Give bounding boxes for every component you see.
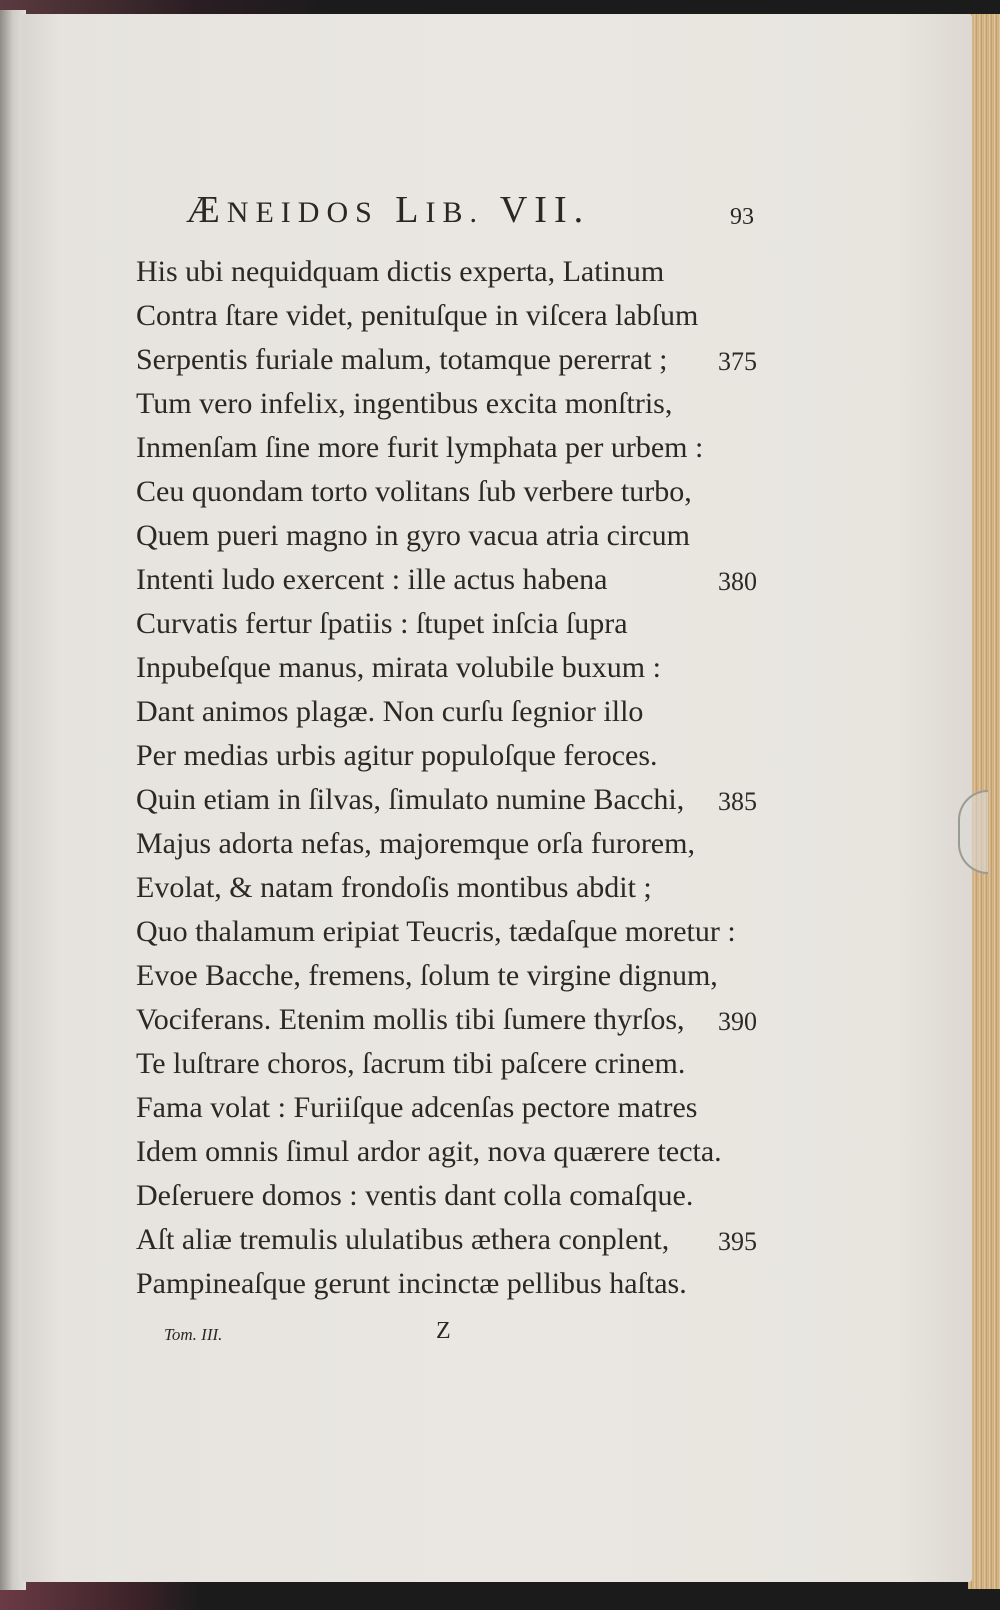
title-initial: Æ bbox=[186, 189, 227, 231]
verse-text: Te luſtrare choros, ſacrum tibi paſcere crinem. bbox=[136, 1047, 686, 1080]
verse-line bbox=[136, 1174, 776, 1218]
verse-line bbox=[136, 558, 776, 602]
line-number: 390 bbox=[718, 1007, 757, 1036]
verse-text: Quem pueri magno in gyro vacua atria circum bbox=[136, 519, 690, 552]
volume-mark: Tom. III. bbox=[164, 1325, 223, 1344]
verse-text: Idem omnis ſimul ardor agit, nova quærere tecta. bbox=[136, 1135, 722, 1168]
verse-line bbox=[136, 1086, 776, 1130]
line-number: 375 bbox=[718, 347, 757, 376]
verse-line bbox=[136, 250, 776, 294]
verse-text: Majus adorta nefas, majoremque orſa furorem, bbox=[136, 827, 695, 860]
running-head bbox=[186, 188, 590, 232]
book-binding-top bbox=[0, 0, 330, 14]
verse-text: Serpentis furiale malum, totamque pererrat ; bbox=[136, 343, 668, 376]
verse-text: His ubi nequidquam dictis experta, Latinum bbox=[136, 255, 665, 288]
verse-line bbox=[136, 734, 776, 778]
verse-text: Curvatis fertur ſpatiis : ſtupet inſcia ſupra bbox=[136, 607, 628, 640]
verse-text: Per medias urbis agitur populoſque feroces. bbox=[136, 739, 658, 772]
verse-line bbox=[136, 470, 776, 514]
book-initial: L bbox=[395, 189, 426, 231]
verse-text: Pampineaſque gerunt incinctæ pellibus haſtas. bbox=[136, 1267, 687, 1300]
verse-line bbox=[136, 1262, 776, 1306]
verse-line bbox=[136, 822, 776, 866]
verse-line bbox=[136, 514, 776, 558]
verse-text: Dant animos plagæ. Non curſu ſegnior illo bbox=[136, 695, 644, 728]
verse-text: Inmenſam ſine more furit lymphata per urbem : bbox=[136, 431, 704, 464]
line-number: 385 bbox=[718, 787, 757, 816]
verse-text: Ceu quondam torto volitans ſub verbere turbo, bbox=[136, 475, 692, 508]
verse-text: Evoe Bacche, fremens, ſolum te virgine dignum, bbox=[136, 959, 718, 992]
line-number: 380 bbox=[718, 567, 757, 596]
signature-mark: Z bbox=[436, 1318, 451, 1344]
verse-text: Tum vero infelix, ingentibus excita monſtris, bbox=[136, 387, 673, 420]
verse-line bbox=[136, 646, 776, 690]
book-rest: IB. bbox=[425, 196, 485, 229]
verse-text: Inpubeſque manus, mirata volubile buxum : bbox=[136, 651, 661, 684]
book-number: VII. bbox=[499, 189, 591, 231]
verse-text: Intenti ludo exercent : ille actus habena bbox=[136, 563, 608, 596]
verse-text: Quin etiam in ſilvas, ſimulato numine Bacchi, bbox=[136, 783, 685, 816]
verse-line bbox=[136, 382, 776, 426]
verse-line bbox=[136, 1218, 776, 1262]
verse-line bbox=[136, 778, 776, 822]
verse-line bbox=[136, 426, 776, 470]
line-number: 395 bbox=[718, 1227, 757, 1256]
verse-line bbox=[136, 954, 776, 998]
verse-text: Evolat, & natam frondoſis montibus abdit ; bbox=[136, 871, 652, 904]
verse-line bbox=[136, 1042, 776, 1086]
page-number: 93 bbox=[730, 204, 754, 230]
verse-block bbox=[136, 250, 776, 1306]
verse-line bbox=[136, 910, 776, 954]
verse-line bbox=[136, 602, 776, 646]
verse-text: Contra ſtare videt, penituſque in viſcera labſum bbox=[136, 299, 699, 332]
verse-text: Fama volat : Furiiſque adcenſas pectore matres bbox=[136, 1091, 698, 1124]
verse-line bbox=[136, 1130, 776, 1174]
verse-line bbox=[136, 998, 776, 1042]
title-rest: NEIDOS bbox=[226, 196, 379, 229]
verse-text: Aſt aliæ tremulis ululatibus æthera conplent, bbox=[136, 1223, 670, 1256]
verse-line bbox=[136, 866, 776, 910]
verse-text: Vociferans. Etenim mollis tibi ſumere thyrſos, bbox=[136, 1003, 685, 1036]
verse-line bbox=[136, 690, 776, 734]
verse-text: Deſeruere domos : ventis dant colla comaſque. bbox=[136, 1179, 694, 1212]
verse-line bbox=[136, 294, 776, 338]
verse-line bbox=[136, 338, 776, 382]
verse-text: Quo thalamum eripiat Teucris, tædaſque moretur : bbox=[136, 915, 736, 948]
